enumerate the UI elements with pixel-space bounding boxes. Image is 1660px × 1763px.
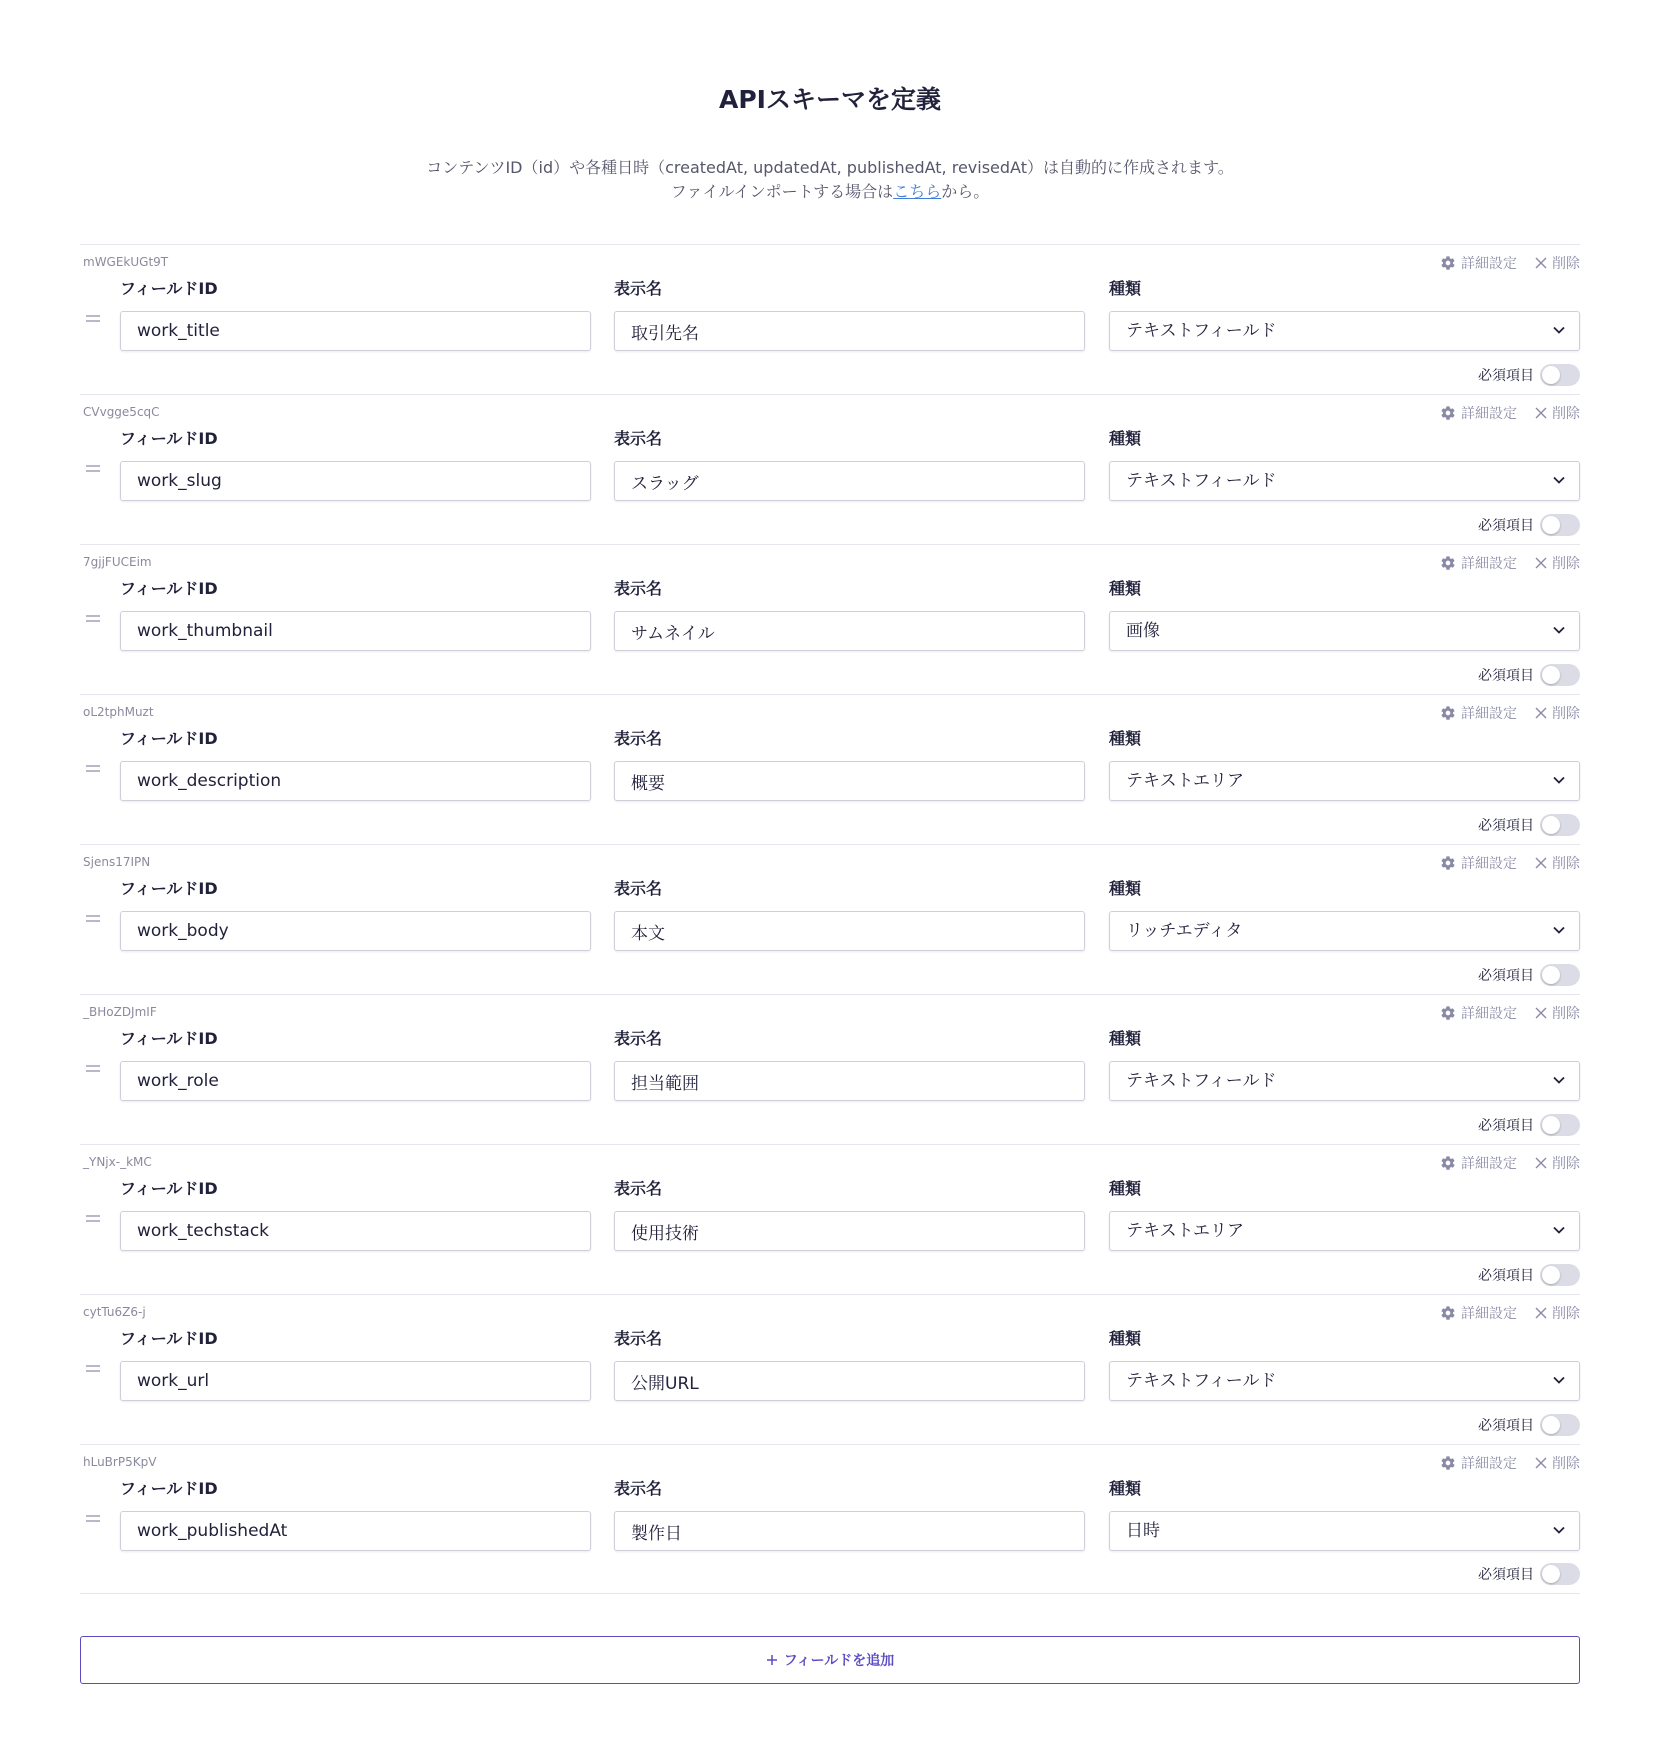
close-icon (1535, 257, 1547, 269)
settings-button[interactable] (1440, 853, 1517, 873)
type-select-value: テキストフィールド (1126, 1071, 1277, 1091)
field-key: _YNjx-_kMC (83, 1155, 152, 1169)
field-id-input[interactable] (120, 1511, 591, 1551)
field-id-input[interactable] (120, 311, 591, 351)
close-icon (1535, 1307, 1547, 1319)
field-key: 7gjjFUCEim (83, 555, 152, 569)
required-toggle[interactable] (1540, 514, 1580, 536)
delete-button[interactable] (1535, 1303, 1580, 1323)
settings-button[interactable] (1440, 1303, 1517, 1323)
field-id-label: フィールドID (120, 579, 218, 598)
gear-icon (1440, 1005, 1456, 1021)
field-key: mWGEkUGt9T (83, 255, 169, 269)
field-id-label: フィールドID (120, 279, 218, 298)
required-setting (1478, 1563, 1580, 1585)
close-icon (1535, 1007, 1547, 1019)
settings-label: 詳細設定 (1461, 1456, 1517, 1472)
field-id-input[interactable] (120, 761, 591, 801)
type-label: 種類 (1109, 879, 1142, 898)
close-icon (1535, 857, 1547, 869)
drag-handle-icon[interactable] (86, 1365, 100, 1373)
drag-handle-icon[interactable] (86, 1515, 100, 1523)
required-label: 必須項目 (1478, 518, 1534, 534)
display-name-label: 表示名 (614, 729, 663, 748)
field-id-input[interactable] (120, 911, 591, 951)
gear-icon (1440, 705, 1456, 721)
type-label: 種類 (1109, 279, 1142, 298)
display-name-group (614, 1179, 1085, 1251)
field-id-label: フィールドID (120, 1179, 218, 1198)
chevron-down-icon (1553, 626, 1565, 634)
drag-handle-icon[interactable] (86, 465, 100, 473)
settings-label: 詳細設定 (1461, 1156, 1517, 1172)
field-row (80, 244, 1580, 394)
type-select[interactable] (1109, 311, 1580, 351)
gear-icon (1440, 1155, 1456, 1171)
settings-label: 詳細設定 (1461, 706, 1517, 722)
field-id-group (120, 1329, 591, 1401)
type-label: 種類 (1109, 1479, 1142, 1498)
field-id-group (120, 1479, 591, 1551)
required-setting (1478, 1264, 1580, 1286)
field-key: hLuBrP5KpV (83, 1455, 157, 1469)
chevron-down-icon (1553, 1376, 1565, 1384)
type-select[interactable] (1109, 1061, 1580, 1101)
settings-button[interactable] (1440, 1453, 1517, 1473)
gear-icon (1440, 255, 1456, 271)
field-id-group (120, 879, 591, 951)
field-id-group (120, 279, 591, 351)
field-id-label: フィールドID (120, 429, 218, 448)
delete-label: 削除 (1552, 1306, 1580, 1322)
delete-label: 削除 (1552, 406, 1580, 422)
field-id-input[interactable] (120, 611, 591, 651)
field-id-label: フィールドID (120, 879, 218, 898)
type-select-value: 画像 (1126, 621, 1160, 641)
display-name-input[interactable] (614, 1511, 1085, 1551)
display-name-label: 表示名 (614, 429, 663, 448)
delete-button[interactable] (1535, 853, 1580, 873)
type-label: 種類 (1109, 429, 1142, 448)
required-toggle[interactable] (1540, 814, 1580, 836)
type-group (1109, 429, 1580, 501)
field-row (80, 1444, 1580, 1594)
field-id-input[interactable] (120, 1361, 591, 1401)
chevron-down-icon (1553, 1226, 1565, 1234)
type-group (1109, 1179, 1580, 1251)
field-actions (1440, 1303, 1580, 1323)
delete-label: 削除 (1552, 1006, 1580, 1022)
page-title: APIスキーマを定義 (719, 85, 941, 114)
display-name-group (614, 1029, 1085, 1101)
file-import-link[interactable]: こちら (893, 182, 942, 201)
close-icon (1535, 557, 1547, 569)
settings-button[interactable] (1440, 553, 1517, 573)
description-prefix: ファイルインポートする場合は (670, 182, 894, 201)
field-actions (1440, 1003, 1580, 1023)
field-id-label: フィールドID (120, 1479, 218, 1498)
display-name-input[interactable] (614, 761, 1085, 801)
plus-icon (766, 1654, 778, 1666)
type-select-value: テキストフィールド (1126, 1371, 1277, 1391)
settings-button[interactable] (1440, 703, 1517, 723)
delete-button[interactable] (1535, 403, 1580, 423)
field-row (80, 844, 1580, 994)
required-toggle[interactable] (1540, 964, 1580, 986)
field-id-input[interactable] (120, 1061, 591, 1101)
required-toggle[interactable] (1540, 1264, 1580, 1286)
delete-button[interactable] (1535, 1003, 1580, 1023)
close-icon (1535, 407, 1547, 419)
type-label: 種類 (1109, 579, 1142, 598)
display-name-input[interactable] (614, 611, 1085, 651)
required-label: 必須項目 (1478, 1118, 1534, 1134)
field-key: oL2tphMuzt (83, 705, 154, 719)
required-toggle[interactable] (1540, 1563, 1580, 1585)
field-list (80, 244, 1580, 1594)
field-id-group (120, 729, 591, 801)
field-id-group (120, 429, 591, 501)
drag-handle-icon[interactable] (86, 1215, 100, 1223)
field-row (80, 994, 1580, 1144)
type-select-value: テキストフィールド (1126, 321, 1277, 341)
gear-icon (1440, 405, 1456, 421)
display-name-label: 表示名 (614, 1479, 663, 1498)
display-name-group (614, 1479, 1085, 1551)
type-select-value: 日時 (1126, 1521, 1160, 1541)
type-group (1109, 1029, 1580, 1101)
description-line-2 (0, 180, 1660, 204)
required-setting (1478, 814, 1580, 836)
type-group (1109, 729, 1580, 801)
type-group (1109, 579, 1580, 651)
type-select[interactable] (1109, 911, 1580, 951)
required-toggle[interactable] (1540, 664, 1580, 686)
type-group (1109, 279, 1580, 351)
type-label: 種類 (1109, 1179, 1142, 1198)
required-label: 必須項目 (1478, 1268, 1534, 1284)
display-name-group (614, 279, 1085, 351)
type-group (1109, 1329, 1580, 1401)
delete-button[interactable] (1535, 703, 1580, 723)
chevron-down-icon (1553, 1526, 1565, 1534)
settings-label: 詳細設定 (1461, 256, 1517, 272)
close-icon (1535, 1157, 1547, 1169)
chevron-down-icon (1553, 326, 1565, 334)
settings-label: 詳細設定 (1461, 856, 1517, 872)
display-name-group (614, 1329, 1085, 1401)
settings-label: 詳細設定 (1461, 556, 1517, 572)
field-actions (1440, 703, 1580, 723)
type-select[interactable] (1109, 1361, 1580, 1401)
field-key: cytTu6Z6-j (83, 1305, 146, 1319)
field-row (80, 394, 1580, 544)
type-select[interactable] (1109, 461, 1580, 501)
field-row (80, 544, 1580, 694)
settings-button[interactable] (1440, 1003, 1517, 1023)
settings-label: 詳細設定 (1461, 1306, 1517, 1322)
add-field-label: フィールドを追加 (783, 1653, 895, 1669)
delete-label: 削除 (1552, 1456, 1580, 1472)
required-setting (1478, 964, 1580, 986)
type-label: 種類 (1109, 1029, 1142, 1048)
settings-button[interactable] (1440, 253, 1517, 273)
drag-handle-icon[interactable] (86, 915, 100, 923)
display-name-label: 表示名 (614, 1029, 663, 1048)
description-line-1: コンテンツID（id）や各種日時（createdAt, updatedAt, publishedAt, revisedAt）は自動的に作成されます。 (426, 158, 1234, 177)
settings-label: 詳細設定 (1461, 406, 1517, 422)
delete-button[interactable] (1535, 253, 1580, 273)
required-label: 必須項目 (1478, 668, 1534, 684)
display-name-input[interactable] (614, 311, 1085, 351)
delete-label: 削除 (1552, 706, 1580, 722)
delete-label: 削除 (1552, 256, 1580, 272)
gear-icon (1440, 555, 1456, 571)
gear-icon (1440, 1455, 1456, 1471)
field-actions (1440, 553, 1580, 573)
drag-handle-icon[interactable] (86, 1065, 100, 1073)
field-actions (1440, 1453, 1580, 1473)
settings-label: 詳細設定 (1461, 1006, 1517, 1022)
delete-label: 削除 (1552, 556, 1580, 572)
chevron-down-icon (1553, 776, 1565, 784)
display-name-input[interactable] (614, 1061, 1085, 1101)
required-toggle[interactable] (1540, 1414, 1580, 1436)
type-group (1109, 1479, 1580, 1551)
field-actions (1440, 403, 1580, 423)
description-suffix: から。 (941, 182, 990, 201)
display-name-label: 表示名 (614, 879, 663, 898)
close-icon (1535, 1457, 1547, 1469)
required-setting (1478, 1114, 1580, 1136)
field-id-label: フィールドID (120, 1029, 218, 1048)
type-select[interactable] (1109, 611, 1580, 651)
required-label: 必須項目 (1478, 818, 1534, 834)
drag-handle-icon[interactable] (86, 315, 100, 323)
display-name-group (614, 879, 1085, 951)
field-row (80, 694, 1580, 844)
display-name-input[interactable] (614, 911, 1085, 951)
required-setting (1478, 664, 1580, 686)
field-actions (1440, 853, 1580, 873)
field-id-input[interactable] (120, 1211, 591, 1251)
required-label: 必須項目 (1478, 368, 1534, 384)
display-name-group (614, 729, 1085, 801)
settings-button[interactable] (1440, 403, 1517, 423)
field-id-group (120, 1029, 591, 1101)
display-name-label: 表示名 (614, 579, 663, 598)
type-label: 種類 (1109, 1329, 1142, 1348)
display-name-label: 表示名 (614, 279, 663, 298)
field-id-label: フィールドID (120, 1329, 218, 1348)
page-description (0, 156, 1660, 204)
chevron-down-icon (1553, 476, 1565, 484)
field-row (80, 1294, 1580, 1444)
display-name-input[interactable] (614, 1211, 1085, 1251)
display-name-label: 表示名 (614, 1329, 663, 1348)
gear-icon (1440, 1305, 1456, 1321)
chevron-down-icon (1553, 1076, 1565, 1084)
required-label: 必須項目 (1478, 968, 1534, 984)
type-select-value: リッチエディタ (1126, 921, 1243, 941)
display-name-input[interactable] (614, 461, 1085, 501)
field-actions (1440, 253, 1580, 273)
required-setting (1478, 514, 1580, 536)
field-id-group (120, 1179, 591, 1251)
field-id-input[interactable] (120, 461, 591, 501)
drag-handle-icon[interactable] (86, 615, 100, 623)
field-id-label: フィールドID (120, 729, 218, 748)
delete-label: 削除 (1552, 856, 1580, 872)
settings-button[interactable] (1440, 1153, 1517, 1173)
required-toggle[interactable] (1540, 1114, 1580, 1136)
required-setting (1478, 364, 1580, 386)
field-key: CVvgge5cqC (83, 405, 160, 419)
required-setting (1478, 1414, 1580, 1436)
field-key: Sjens17IPN (83, 855, 151, 869)
display-name-group (614, 429, 1085, 501)
field-actions (1440, 1153, 1580, 1173)
required-toggle[interactable] (1540, 364, 1580, 386)
type-select-value: テキストエリア (1126, 1221, 1244, 1241)
delete-button[interactable] (1535, 1453, 1580, 1473)
type-select-value: テキストフィールド (1126, 471, 1277, 491)
chevron-down-icon (1553, 926, 1565, 934)
field-row (80, 1144, 1580, 1294)
required-label: 必須項目 (1478, 1567, 1534, 1583)
field-key: _BHoZDJmIF (83, 1005, 157, 1019)
delete-label: 削除 (1552, 1156, 1580, 1172)
display-name-group (614, 579, 1085, 651)
display-name-label: 表示名 (614, 1179, 663, 1198)
type-select-value: テキストエリア (1126, 771, 1244, 791)
type-label: 種類 (1109, 729, 1142, 748)
close-icon (1535, 707, 1547, 719)
delete-button[interactable] (1535, 553, 1580, 573)
type-select[interactable] (1109, 761, 1580, 801)
delete-button[interactable] (1535, 1153, 1580, 1173)
drag-handle-icon[interactable] (86, 765, 100, 773)
field-id-group (120, 579, 591, 651)
required-label: 必須項目 (1478, 1418, 1534, 1434)
display-name-input[interactable] (614, 1361, 1085, 1401)
type-group (1109, 879, 1580, 951)
gear-icon (1440, 855, 1456, 871)
type-select[interactable] (1109, 1211, 1580, 1251)
add-field-button[interactable] (80, 1636, 1580, 1684)
type-select[interactable] (1109, 1511, 1580, 1551)
